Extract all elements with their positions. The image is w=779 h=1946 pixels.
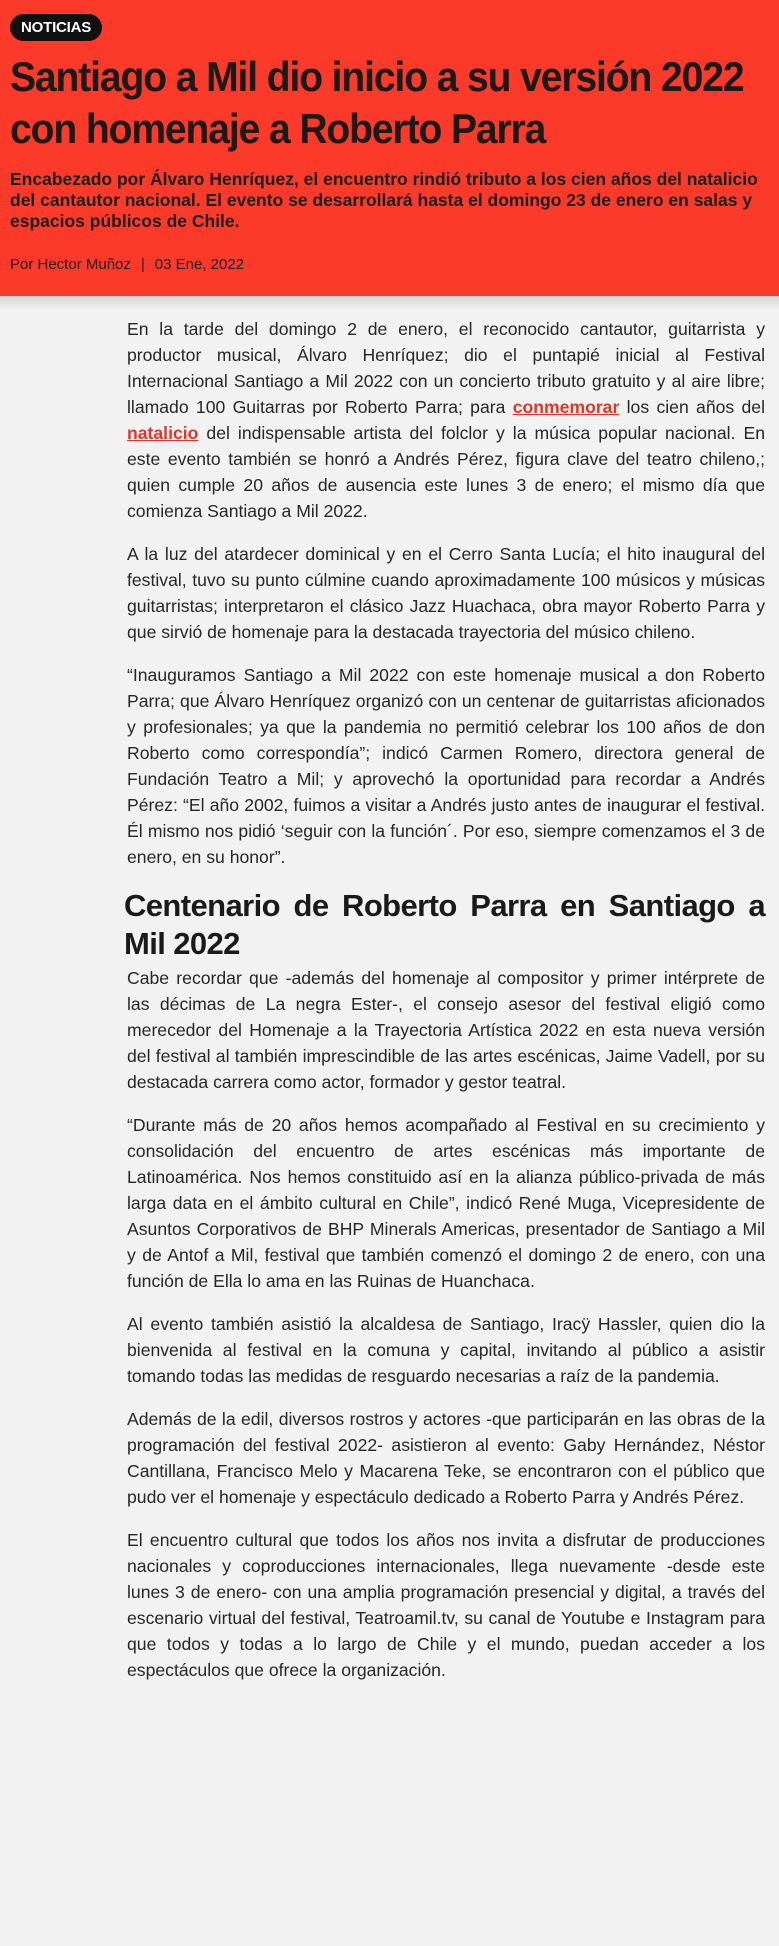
category-badge[interactable]: NOTICIAS: [10, 14, 102, 41]
paragraph-8: El encuentro cultural que todos los años nos invita a disfrutar de producciones nacionales y coproducciones internacionales, llega nuevamente -desde este lunes 3 de enero- con una amplia programación presencial y digital, a través del escenario virtual del festival, Teatroamil.tv, su canal de Youtube e Instagram para que todos y todas a lo largo de Chile y el mundo, puedan acceder a los espectáculos que ofrece la organización.: [127, 1530, 765, 1680]
article-body: [124, 316, 765, 1700]
header-shadow: [0, 296, 779, 310]
paragraph-1-text-b: los cien años del: [619, 397, 765, 417]
paragraph-4: Cabe recordar que -además del homenaje al compositor y primer intérprete de las décimas de La negra Ester-, el consejo asesor del festival eligió como merecedor del Homenaje a la Trayectoria Artística 2022 en esta nueva versión del festival al también imprescindible de las artes escénicas, Jaime Vadell, por su destacada carrera como actor, formador y gestor teatral.: [127, 968, 765, 1092]
link-conmemorar[interactable]: conmemorar: [512, 397, 620, 417]
author-name[interactable]: Por Hector Muñoz: [10, 256, 131, 273]
paragraph-1-text-c: del indispensable artista del folclor y la música popular nacional. En este evento también se honró a Andrés Pérez, figura clave del teatro chileno,; quien cumple 20 años de ausencia este lunes 3 de enero; el mismo día que comienza Santiago a Mil 2022.: [127, 423, 765, 521]
paragraph-1: [127, 316, 765, 524]
paragraph-6: Al evento también asistió la alcaldesa de Santiago, Iracÿ Hassler, quien dio la bienvenida al festival en la comuna y capital, invitando al público a asistir tomando todas las medidas de resguardo necesarias a raíz de la pandemia.: [127, 1314, 765, 1386]
byline: [10, 256, 769, 273]
paragraph-2: A la luz del atardecer dominical y en el Cerro Santa Lucía; el hito inaugural del festival, tuvo su punto cúlmine cuando aproximadamente 100 músicos y músicas guitarristas; interpretaron el clásico Jazz Huachaca, obra mayor Roberto Parra y que sirvió de homenaje para la destacada trayectoria del músico chileno.: [127, 544, 765, 642]
paragraph-7: Además de la edil, diversos rostros y actores -que participarán en las obras de la programación del festival 2022- asistieron al evento: Gaby Hernández, Néstor Cantillana, Francisco Melo y Macarena Teke, se encontraron con el público que pudo ver el homenaje y espectáculo dedicado a Roberto Parra y Andrés Pérez.: [127, 1409, 765, 1507]
article-hero: [0, 0, 779, 296]
paragraph-5: “Durante más de 20 años hemos acompañado al Festival en su crecimiento y consolidación del encuentro de artes escénicas más importante de Latinoamérica. Nos hemos constituido así en la alianza público-privada de más larga data en el ámbito cultural en Chile”, indicó René Muga, Vicepresidente de Asuntos Corporativos de BHP Minerals Americas, presentador de Santiago a Mil y de Antof a Mil, festival que también comenzó el domingo 2 de enero, con una función de Ella lo ama en las Ruinas de Huanchaca.: [127, 1115, 765, 1291]
publish-date: 03 Ene, 2022: [154, 256, 245, 273]
section-heading: Centenario de Roberto Parra en Santiago a Mil 2022: [124, 888, 765, 961]
byline-separator: |: [140, 256, 145, 273]
article-subtitle: Encabezado por Álvaro Henríquez, el encuentro rindió tributo a los cien años del natalicio del cantautor nacional. El evento se desarrollará hasta el domingo 23 de enero en salas y espacios públicos de Chile.: [10, 169, 758, 231]
link-natalicio[interactable]: natalicio: [127, 423, 199, 443]
paragraph-3: “Inauguramos Santiago a Mil 2022 con este homenaje musical a don Roberto Parra; que Álvaro Henríquez organizó con un centenar de guitarristas aficionados y profesionales; ya que la pandemia no permitió celebrar los 100 años de don Roberto como correspondía”; indicó Carmen Romero, directora general de Fundación Teatro a Mil; y aprovechó la oportunidad para recordar a Andrés Pérez: “El año 2002, fuimos a visitar a Andrés justo antes de inaugurar el festival. Él mismo nos pidió ‘seguir con la función´. Por eso, siempre comenzamos el 3 de enero, en su honor”.: [127, 665, 765, 867]
article-title: Santiago a Mil dio inicio a su versión 2022 con homenaje a Roberto Parra: [10, 53, 744, 152]
paragraph-1-text-a: En la tarde del domingo 2 de enero, el reconocido cantautor, guitarrista y productor musical, Álvaro Henríquez; dio el puntapié inicial al Festival Internacional Santiago a Mil 2022 con un concierto tributo gratuito y al aire libre; llamado 100 Guitarras por Roberto Parra; para: [127, 319, 765, 417]
